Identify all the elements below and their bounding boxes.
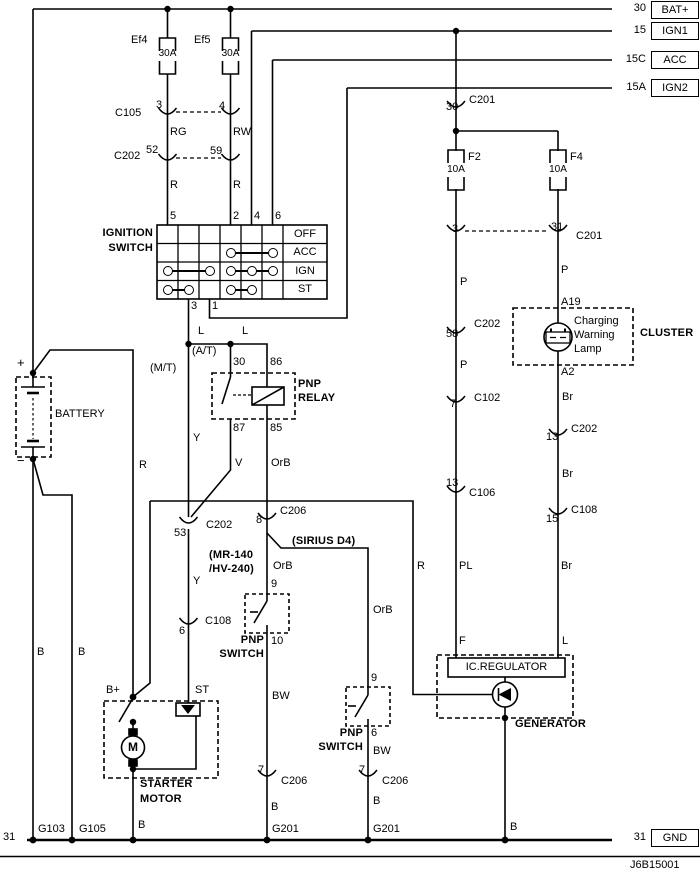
conn-c202-pin-13: 13 (546, 431, 559, 443)
pnp1-pin-9: 9 (271, 578, 278, 590)
ign-contact (226, 248, 236, 258)
ignition-switch-name-2: SWITCH (108, 242, 153, 254)
conn-c201-pin-31: 31 (551, 221, 564, 233)
wire-b: B (510, 821, 518, 833)
starter-pin-bplus: B+ (106, 684, 120, 696)
conn-c206-8-name: C206 (280, 505, 307, 517)
conn-c202-pin-58: 58 (446, 328, 459, 340)
wire-b: B (373, 795, 381, 807)
wire-r: R (233, 179, 241, 191)
ign-top-pin-6: 6 (275, 210, 282, 222)
note-sirius: (SIRIUS D4) (292, 535, 356, 547)
terminal-pin-30: 30 (633, 2, 646, 14)
regulator-pin-l: L (562, 635, 569, 647)
wire-b: B (37, 646, 45, 658)
fuse-f4-name: F4 (570, 151, 583, 163)
ign-top-pin-4: 4 (254, 210, 261, 222)
ign-position-ST: ST (297, 283, 313, 296)
relay-pin-86: 86 (270, 356, 283, 368)
wire-br: Br (561, 560, 572, 572)
conn-c202-pin-52: 52 (146, 144, 159, 156)
wire-r: R (170, 179, 178, 191)
conn-c202-53-name: C202 (206, 519, 233, 531)
wire-l: L (242, 325, 249, 337)
pnp-switch2-name-1: PNP (339, 727, 363, 739)
conn-c108-15-name: C108 (571, 504, 598, 516)
starter-motor-name-1: STARTER (140, 778, 193, 790)
terminal-gnd: GND (651, 829, 699, 847)
conn-c201-30-name: C201 (469, 94, 496, 106)
fuse-ef4-rating: 30A (158, 48, 177, 59)
relay-pin-85: 85 (270, 422, 283, 434)
conn-c202-pin-59: 59 (210, 145, 223, 157)
note-mt: (M/T) (150, 362, 177, 374)
ign-contact-link (168, 270, 210, 272)
battery-plus: + (17, 355, 25, 370)
wire-b: B (78, 646, 86, 658)
wire-orb: OrB (273, 560, 293, 572)
pnp-switch1-name-1: PNP (240, 634, 264, 646)
terminal-ign1: IGN1 (651, 22, 699, 40)
motor-m: M (128, 740, 139, 754)
conn-c202-pin-53: 53 (174, 527, 187, 539)
wire-v: V (235, 457, 243, 469)
ign-top-pin-5: 5 (170, 210, 177, 222)
relay-pin-30: 30 (233, 356, 246, 368)
terminal-pin-31-left: 31 (3, 831, 16, 843)
wire-bw: BW (373, 745, 391, 757)
pnp2-pin-6: 6 (371, 727, 378, 739)
wire-p: P (460, 276, 468, 288)
pnp1-pin-10: 10 (271, 635, 284, 647)
ign-position-IGN: IGN (295, 264, 315, 277)
conn-c102-name: C102 (474, 392, 501, 404)
terminal-pin-15c: 15C (625, 53, 646, 65)
ground-g103: G103 (38, 823, 65, 835)
ign-bottom-pin-3: 3 (191, 300, 198, 312)
note-at: (A/T) (192, 345, 217, 357)
ground-g201: G201 (373, 823, 400, 835)
wire-b: B (271, 801, 279, 813)
wire-orb: OrB (373, 604, 393, 616)
wire-rw: RW (233, 126, 252, 138)
charging-lamp-name-1: Charging (574, 315, 619, 327)
ign-contact (163, 285, 173, 295)
ign-contact (226, 266, 236, 276)
generator-name: GENERATOR (515, 718, 587, 730)
pnp-switch1-name-2: SWITCH (219, 648, 264, 660)
ign-contact (205, 266, 215, 276)
conn-c106-name: C106 (469, 487, 496, 499)
conn-c206-7l-pin: 7 (258, 764, 265, 776)
ignition-switch-name-1: IGNITION (102, 227, 153, 239)
terminal-pin-15: 15 (633, 24, 646, 36)
conn-c105-pin-4: 4 (219, 100, 226, 112)
conn-c206-7l-name: C206 (281, 775, 308, 787)
wire-b: B (138, 819, 146, 831)
fuse-ef5-name: Ef5 (194, 34, 211, 46)
ign-position-ACC: ACC (293, 246, 317, 259)
wire-y: Y (193, 432, 201, 444)
pnp-relay-name-1: PNP (298, 378, 322, 390)
wire-r: R (139, 459, 147, 471)
ign-contact (247, 285, 257, 295)
note-mr140-2: /HV-240) (209, 563, 255, 575)
wire-orb: OrB (271, 457, 291, 469)
drawing-number: J6B15001 (630, 859, 680, 871)
fuse-f2-name: F2 (468, 151, 481, 163)
wire-p: P (561, 264, 569, 276)
ign-contact-link (231, 252, 273, 254)
ic-regulator-name: IC.REGULATOR (465, 661, 548, 673)
fuse-ef5-rating: 30A (221, 48, 240, 59)
ign-contact (247, 266, 257, 276)
ign-bottom-pin-1: 1 (212, 300, 219, 312)
terminal-bat: BAT+ (651, 1, 699, 19)
terminal-pin-15a: 15A (626, 81, 646, 93)
ign-contact (226, 285, 236, 295)
note-mr140-1: (MR-140 (209, 549, 254, 561)
wire-br: Br (562, 468, 573, 480)
charging-lamp-name-3: Lamp (574, 343, 602, 355)
conn-c201-main-name: C201 (576, 230, 603, 242)
conn-c102-pin-7: 7 (450, 398, 457, 410)
conn-c206-7r-pin: 7 (359, 764, 366, 776)
starter-pin-st: ST (195, 684, 210, 696)
wire-y: Y (193, 575, 201, 587)
fuse-f4-rating: 10A (549, 164, 567, 175)
ign-contact (268, 248, 278, 258)
conn-c202-13-name: C202 (571, 423, 598, 435)
conn-c106-pin-13: 13 (446, 477, 459, 489)
cluster-name: CLUSTER (640, 327, 694, 339)
terminal-acc: ACC (651, 51, 699, 69)
conn-c105-name: C105 (115, 107, 142, 119)
wire-br: Br (562, 391, 573, 403)
ign-contact (184, 285, 194, 295)
ign-contact (268, 266, 278, 276)
terminal-ign2: IGN2 (651, 79, 699, 97)
conn-c202-58-name: C202 (474, 318, 501, 330)
relay-pin-87: 87 (233, 422, 246, 434)
conn-c206-7r-name: C206 (382, 775, 409, 787)
conn-c206-pin-8: 8 (256, 514, 263, 526)
fuse-ef4-name: Ef4 (131, 34, 148, 46)
wire-r: R (417, 560, 425, 572)
conn-c108-6-name: C108 (205, 615, 232, 627)
battery-name: BATTERY (55, 408, 105, 420)
ign-top-pin-2: 2 (233, 210, 240, 222)
conn-c201-pin-3: 3 (452, 223, 459, 235)
battery-minus: − (17, 453, 25, 468)
ground-g201: G201 (272, 823, 299, 835)
conn-c108-pin-6: 6 (179, 625, 186, 637)
charging-lamp-name-2: Warning (574, 329, 615, 341)
pnp-switch2-name-2: SWITCH (318, 741, 363, 753)
wire-l: L (198, 325, 205, 337)
cluster-pin-a19: A19 (561, 296, 581, 308)
terminal-pin-31-right: 31 (633, 831, 646, 843)
fuse-f2-rating: 10A (447, 164, 465, 175)
starter-motor-name-2: MOTOR (140, 793, 182, 805)
regulator-pin-f: F (459, 635, 466, 647)
pnp-relay-name-2: RELAY (298, 392, 336, 404)
ign-position-OFF: OFF (294, 227, 316, 240)
conn-c201-pin-30: 30 (446, 101, 459, 113)
conn-c108-pin-15: 15 (546, 513, 559, 525)
ign-contact (163, 266, 173, 276)
conn-c105-pin-3: 3 (156, 99, 163, 111)
conn-c202-upper-name: C202 (114, 150, 141, 162)
cluster-pin-a2: A2 (561, 366, 575, 378)
wire-rg: RG (170, 126, 187, 138)
pnp2-pin-9: 9 (371, 672, 378, 684)
wire-bw: BW (272, 690, 290, 702)
wire-p: P (460, 359, 468, 371)
ground-g105: G105 (79, 823, 106, 835)
wire-pl: PL (459, 560, 473, 572)
